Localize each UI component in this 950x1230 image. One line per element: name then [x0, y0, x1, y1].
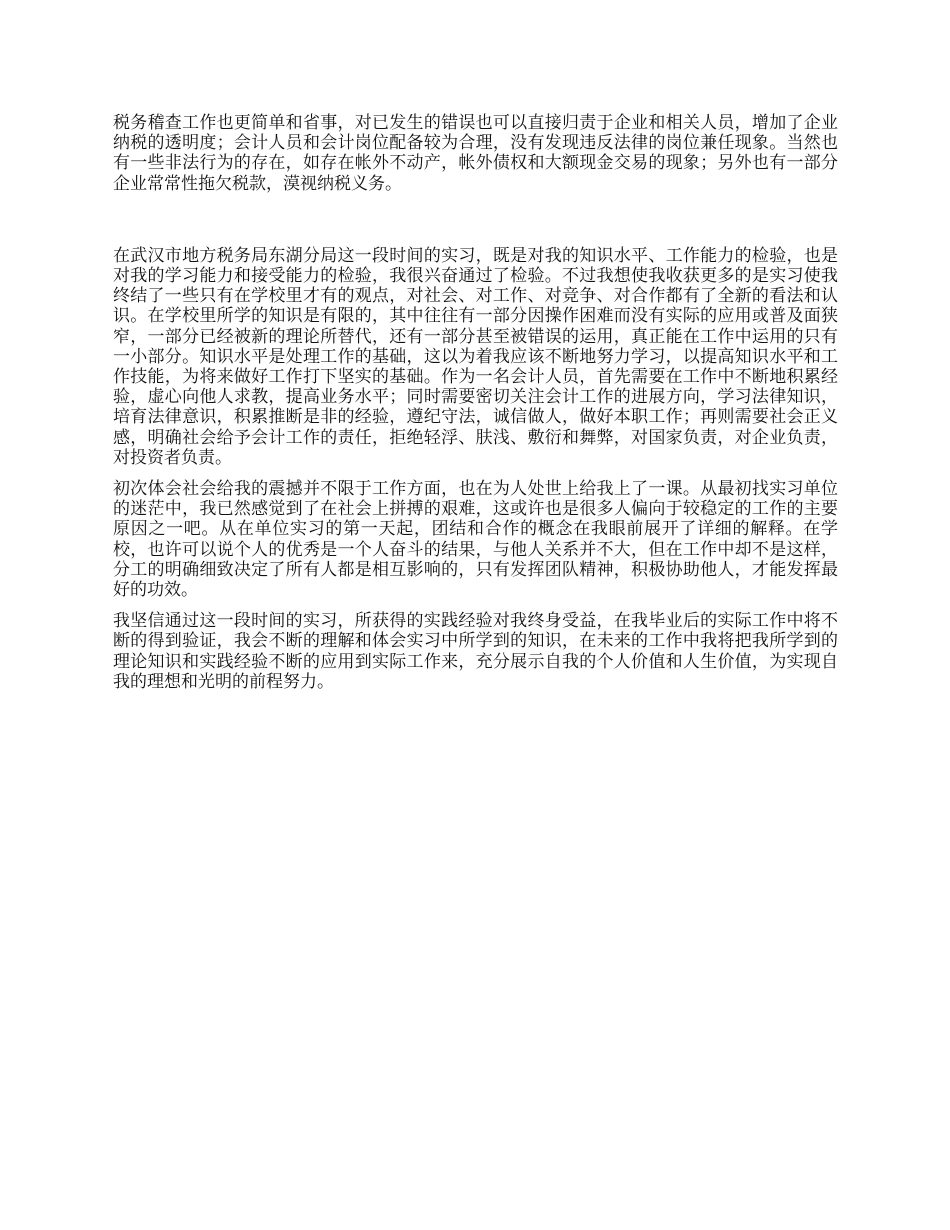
paragraph-internship-reflection: 在武汉市地方税务局东湖分局这一段时间的实习，既是对我的知识水平、工作能力的检验，也是对我的学习能力和接受能力的检验，我很兴奋通过了检验。不过我想使我收获更多的是实习使我终结了一些只有在学校里才有的观点，对社会、对工作、对竞争、对合作都有了全新的看法和认识。在学校里所学的知识是有限的，其中往往有一部分因操作困难而没有实际的应用或普及面狭窄，一部分已经被新的理论所替代，还有一部分甚至被错误的运用，真正能在工作中运用的只有一小部分。知识水平是处理工作的基础，这以为着我应该不断地努力学习，以提高知识水平和工作技能，为将来做好工作打下坚实的基础。作为一名会计人员，首先需要在工作中不断地积累经验，虚心向他人求教，提高业务水平；同时需要密切关注会计工作的进展方向，学习法律知识，培育法律意识，积累推断是非的经验，遵纪守法，诚信做人，做好本职工作；再则需要社会正义感，明确社会给予会计工作的责任，拒绝轻浮、肤浅、敷衍和舞弊，对国家负责，对企业负责，对投资者负责。	[113, 245, 838, 468]
paragraph-spacer	[113, 205, 838, 246]
document-page	[113, 113, 838, 703]
paragraph-tax-audit: 税务稽查工作也更简单和省事，对已发生的错误也可以直接归责于企业和相关人员，增加了企业纳税的透明度；会计人员和会计岗位配备较为合理，没有发现违反法律的岗位兼任现象。当然也有一些非法行为的存在，如存在帐外不动产，帐外债权和大额现金交易的现象；另外也有一部分企业常常性拖欠税款，漠视纳税义务。	[113, 113, 838, 194]
paragraph-social-impact: 初次体会社会给我的震撼并不限于工作方面，也在为人处世上给我上了一课。从最初找实习单位的迷茫中，我已然感觉到了在社会上拼搏的艰难，这或许也是很多人偏向于较稳定的工作的主要原因之一吧。从在单位实习的第一天起，团结和合作的概念在我眼前展开了详细的解释。在学校，也许可以说个人的优秀是一个人奋斗的结果，与他人关系并不大，但在工作中却不是这样，分工的明确细致决定了所有人都是相互影响的，只有发挥团队精神，积极协助他人，才能发挥最好的功效。	[113, 479, 838, 601]
paragraph-conclusion: 我坚信通过这一段时间的实习，所获得的实践经验对我终身受益，在我毕业后的实际工作中将不断的得到验证，我会不断的理解和体会实习中所学到的知识，在未来的工作中我将把我所学到的理论知识和实践经验不断的应用到实际工作来，充分展示自我的个人价值和人生价值，为实现自我的理想和光明的前程努力。	[113, 611, 838, 692]
